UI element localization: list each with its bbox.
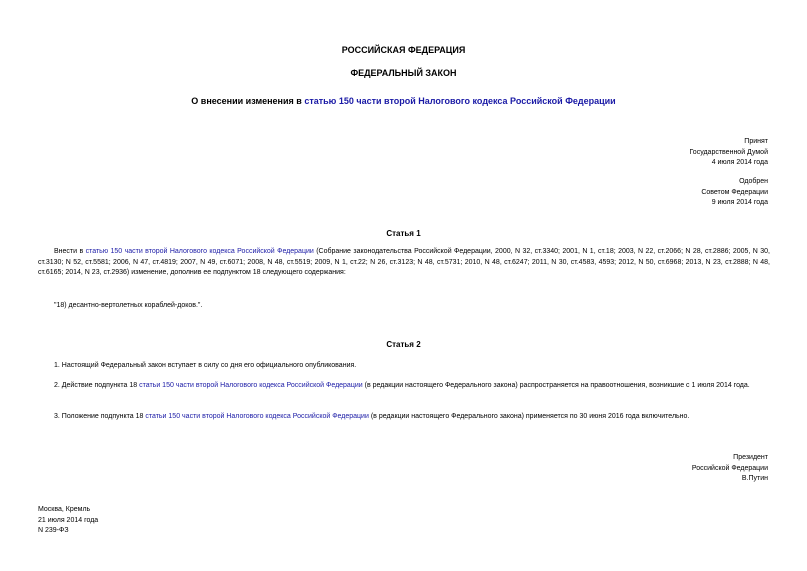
approved-label: Одобрен [739, 178, 768, 185]
law-title-link[interactable]: статью 150 части второй Налогового кодекса Российской Федерации [304, 96, 616, 106]
approved-block [468, 177, 768, 209]
article-2-p2-link[interactable]: статьи 150 части второй Налогового кодекса Российской Федерации [139, 382, 363, 389]
law-title-prefix: О внесении изменения в [191, 96, 305, 106]
article-2-paragraph-3 [38, 412, 770, 423]
country-heading: РОССИЙСКАЯ ФЕДЕРАЦИЯ [341, 45, 466, 55]
adopted-date: 4 июля 2014 года [711, 159, 768, 166]
footer-block [38, 505, 238, 537]
footer-place: Москва, Кремль [38, 506, 91, 513]
signature-block [468, 453, 768, 485]
article-2-p2-pre: 2. Действие подпункта 18 [54, 382, 140, 389]
article-1-paragraph-1 [38, 247, 770, 279]
signature-title: Президент [733, 454, 768, 461]
article-1-p1-link[interactable]: статью 150 части второй Налогового кодекса Российской Федерации [85, 248, 314, 255]
approved-body: Советом Федерации [701, 188, 768, 196]
signature-name: В.Путин [741, 475, 768, 482]
article-2-p3-link[interactable]: статьи 150 части второй Налогового кодекса Российской Федерации [145, 413, 369, 420]
law-type-heading: ФЕДЕРАЛЬНЫЙ ЗАКОН [350, 68, 457, 78]
article-2-paragraph-2 [38, 381, 770, 392]
article-1-p1-post: (Собрание законодательства Российской Федерации, 2000, N 32, ст.3340; 2001, N 1, ст.18; 2003, N 22, ст.2066; N 28, ст.2886; 2005, N 30, ст.3130; N 52, ст.5581; 2006, N 47, ст.4819; 2007, N 49, ст.6071; 2008, N 48, ст.5519; 2009, N 1, ст.22; N 26, ст.3123; N 48, ст.5731; 2010, N 48, ст.6247; 2011, N 30, ст.4583, 4593; 2012, N 50, ст.6968; 2013, N 23, ст.2888; N 48, ст.6165; 2014, N 23, ст.2936) изменение, дополнив ее подпунктом 18 следующего содержания: [38, 248, 770, 276]
approved-date: 9 июля 2014 года [711, 199, 768, 206]
signature-country: Российской Федерации [691, 464, 768, 472]
article-2-p3-post: (в редакции настоящего Федерального закона) применяется по 30 июня 2016 года включительно. [368, 413, 690, 420]
footer-number: N 239-ФЗ [38, 527, 69, 534]
adopted-body: Государственной Думой [689, 148, 768, 156]
article-2-title: Статья 2 [386, 340, 421, 349]
law-title [0, 96, 807, 107]
article-1-paragraph-2: "18) десантно-вертолетных кораблей-доков.". [54, 302, 203, 309]
footer-date: 21 июля 2014 года [38, 516, 99, 524]
article-2-p3-pre: 3. Положение подпункта 18 [54, 413, 146, 420]
article-2-paragraph-1: 1. Настоящий Федеральный закон вступает в силу со дня его официального опубликования. [54, 362, 357, 369]
adopted-block [468, 137, 768, 169]
article-2-p2-post: (в редакции настоящего Федерального закона) распространяется на правоотношения, возникшие с 1 июля 2014 года. [362, 382, 750, 389]
adopted-label: Принят [744, 138, 768, 145]
article-1-p1-pre: Внести в [54, 248, 86, 255]
article-1-title: Статья 1 [386, 229, 421, 238]
